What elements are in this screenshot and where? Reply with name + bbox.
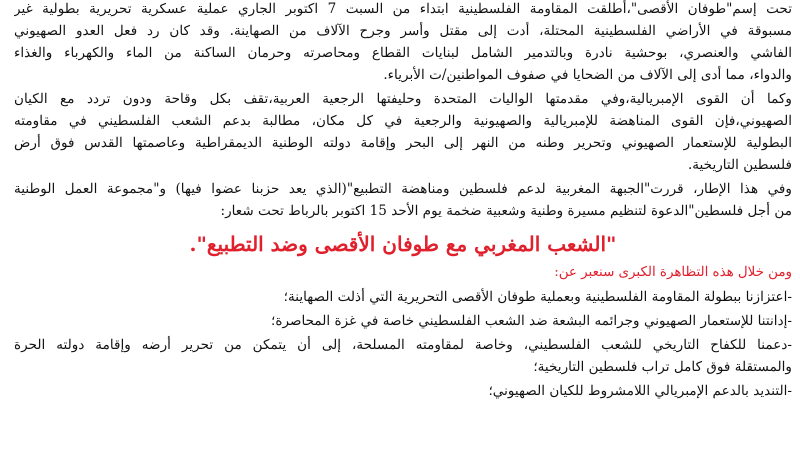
list-intro: ومن خلال هذه التظاهرة الكبرى سنعبر عن: bbox=[554, 265, 792, 280]
paragraph-1-line-2: مسبوقة في الأراضي الفلسطينية المحتلة، أدت إلى مقتل وأسر وجرح الآلاف من الصهاينة. وقد كان رد فعل العدو الصهيوني bbox=[14, 23, 792, 39]
paragraph-1-line-4: والدواء، مما أدى إلى الآلاف من الضحايا في صفوف المواطنين/ت الأبرياء. bbox=[383, 67, 792, 83]
paragraph-2-line-4: فلسطين التاريخية. bbox=[687, 157, 792, 173]
list-item-continuation: والمستقلة فوق كامل تراب فلسطين التاريخية؛ bbox=[533, 359, 792, 375]
paragraph-1-line-3: الفاشي والعنصري، بوحشية نادرة وبالتدمير الشامل لبنايات القطاع ومحاصرته وحرمان الساكنة من الماء والكهرباء والغذاء bbox=[14, 45, 792, 61]
paragraph-3-line-1: وفي هذا الإطار، قررت"الجبهة المغربية لدعم فلسطين ومناهضة التطبيع"(الذي يعد حزبنا عضوا فيها) و"مجموعة العمل الوطنية bbox=[14, 181, 792, 197]
paragraph-3-line-2: من أجل فلسطين"الدعوة لتنظيم مسيرة وطنية وشعبية ضخمة يوم الأحد 15 اكتوبر بالرباط تحت شعار: bbox=[220, 203, 792, 219]
list-item: -اعتزازنا ببطولة المقاومة الفلسطينية وبعملية طوفان الأقصى التحريرية التي أذلت الصهاينة؛ bbox=[283, 289, 792, 305]
paragraph-2-line-1: وكما أن القوى الإمبريالية،وفي مقدمتها الواليات المتحدة وحليفتها الرجعية العربية،تقف بكل وقاحة ودون تردد مع الكيان bbox=[14, 91, 792, 107]
paragraph-2-line-2: الصهيوني،فإن القوى المناهضة للإمبريالية والصهيونية والرجعية في كل مكان، مطالبة بدعم الشعب الفلسطيني في مقاومته bbox=[14, 113, 792, 129]
list-item: -دعمنا للكفاح التاريخي للشعب الفلسطيني، وخاصة لمقاومته المسلحة، إلى أن يتمكن من تحرير أرضه وإقامة دولته الحرة bbox=[14, 337, 792, 353]
slogan-headline: "الشعب المغربي مع طوفان الأقصى وضد التطبيع". bbox=[189, 232, 617, 256]
paragraph-2-line-3: البطولية للإستعمار الصهيوني وتحرير وطنه من النهر إلى البحر وإقامة دولته الوطنية الديمقراطية وعاصمتها القدس فوق أرض bbox=[14, 135, 792, 151]
paragraph-1-line-1: تحت إسم"طوفان الأقصى"،أطلقت المقاومة الفلسطينية ابتداء من السبت 7 اكتوبر الجاري عملية عسكرية تحريرية بطولية غير bbox=[14, 1, 792, 17]
list-item: -إدانتنا للإستعمار الصهيوني وجرائمه البشعة ضد الشعب الفلسطيني خاصة في غزة المحاصرة؛ bbox=[271, 313, 792, 329]
list-item: -التنديد بالدعم الإمبريالي اللامشروط للكيان الصهيوني؛ bbox=[488, 383, 792, 399]
